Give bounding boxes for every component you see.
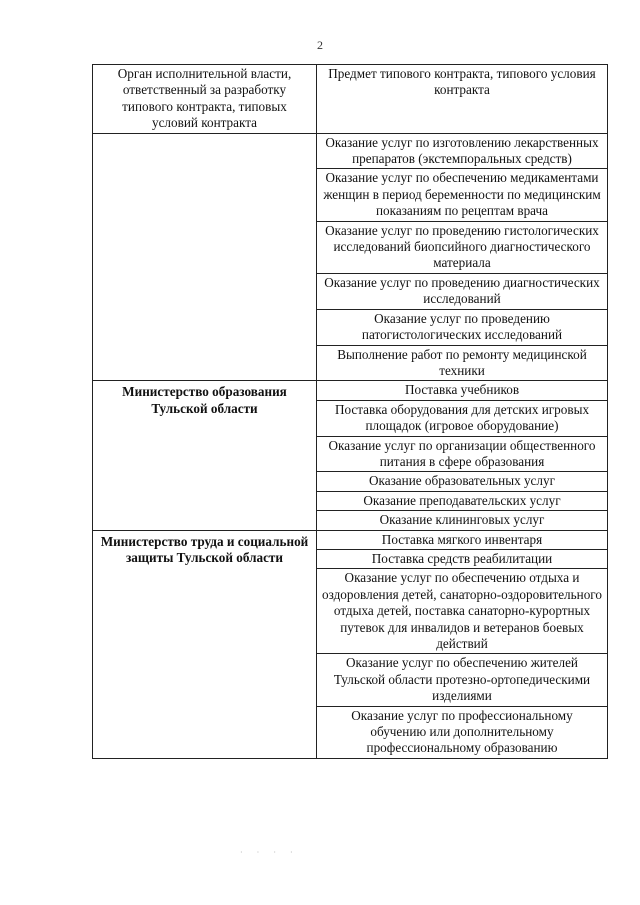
- subject-cell: Оказание услуг по проведению патогистологических исследований: [317, 309, 608, 345]
- subject-cell: Поставка оборудования для детских игровых площадок (игровое оборудование): [317, 400, 608, 436]
- subject-cell: Поставка учебников: [317, 381, 608, 400]
- subject-cell: Оказание услуг по обеспечению отдыха и оздоровления детей, санаторно-оздоровительного отдыха детей, поставка санаторно-курортных путевок для инвалидов и ветеранов боевых действий: [317, 569, 608, 654]
- organ-cell: [93, 133, 317, 381]
- subject-cell: Выполнение работ по ремонту медицинской техники: [317, 345, 608, 381]
- subject-cell: Оказание услуг по изготовлению лекарственных препаратов (экстемпоральных средств): [317, 133, 608, 169]
- header-subject: Предмет типового контракта, типового условия контракта: [317, 65, 608, 134]
- scan-artifact: · · · ·: [240, 848, 299, 857]
- subject-cell: Оказание услуг по обеспечению жителей Тульской области протезно-ортопедическими изделиями: [317, 654, 608, 706]
- table-header-row: [93, 65, 608, 134]
- subject-cell: Оказание образовательных услуг: [317, 472, 608, 491]
- subject-cell: Оказание услуг по обеспечению медикаментами женщин в период беременности по медицинским показаниям по рецептам врача: [317, 169, 608, 221]
- organ-cell-labor: Министерство труда и социальной защиты Тульской области: [93, 530, 317, 758]
- header-organ: Орган исполнительной власти, ответственный за разработку типового контракта, типовых условий контракта: [93, 65, 317, 134]
- table-row: [93, 530, 608, 549]
- subject-cell: Оказание услуг по проведению гистологических исследований биопсийного диагностического материала: [317, 221, 608, 273]
- contracts-table: [92, 64, 608, 759]
- subject-cell: Оказание услуг по проведению диагностических исследований: [317, 273, 608, 309]
- subject-cell: Оказание услуг по организации общественного питания в сфере образования: [317, 436, 608, 472]
- page-number: 2: [317, 38, 323, 52]
- table-row: [93, 133, 608, 169]
- subject-cell: Поставка мягкого инвентаря: [317, 530, 608, 549]
- subject-cell: Оказание услуг по профессиональному обучению или дополнительному профессиональному образованию: [317, 706, 608, 758]
- table-row: [93, 381, 608, 400]
- subject-cell: Оказание преподавательских услуг: [317, 491, 608, 510]
- organ-cell-education: Министерство образования Тульской области: [93, 381, 317, 530]
- subject-cell: Поставка средств реабилитации: [317, 549, 608, 568]
- subject-cell: Оказание клининговых услуг: [317, 511, 608, 530]
